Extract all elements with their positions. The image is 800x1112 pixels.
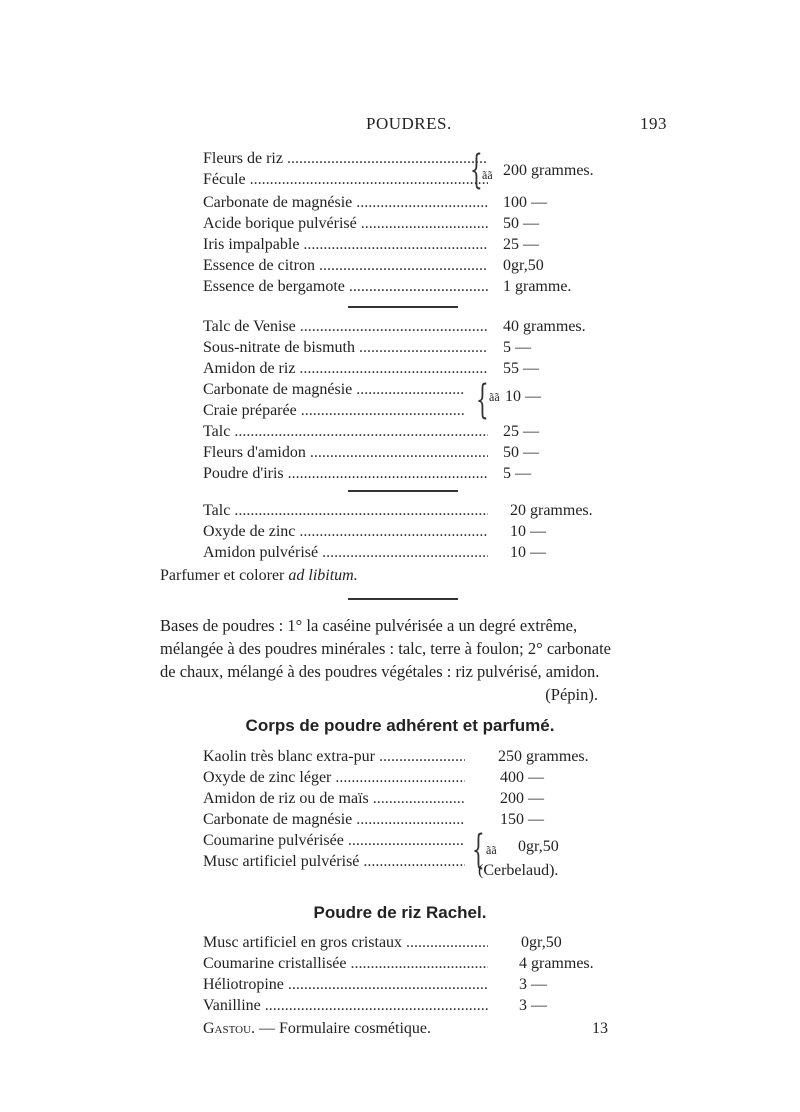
section-divider	[348, 598, 458, 600]
running-head: POUDRES.	[366, 114, 452, 133]
ingredient-label: Musc artificiel pulvérisé .....	[203, 851, 465, 872]
paragraph-line: de chaux, mélangé à des poudres végétales : riz pulvérisé, amidon.	[160, 662, 600, 681]
ingredient-label: Oxyde de zinc .....	[203, 521, 488, 542]
ingredient-label: Carbonate de magnésie .....	[203, 809, 465, 830]
list-item	[203, 337, 623, 358]
list-item	[203, 192, 623, 213]
ingredient-quantity: 5 —	[503, 465, 531, 482]
ingredient-label: Talc de Venise .....	[203, 316, 488, 337]
ingredient-quantity: 3 —	[519, 997, 547, 1014]
list-item	[203, 788, 623, 809]
paragraph-line: Bases de poudres : 1° la caséine pulvérisée a un degré extrême,	[160, 616, 578, 635]
list-item	[203, 521, 623, 542]
ingredient-label: Carbonate de magnésie .....	[203, 192, 488, 213]
ingredient-quantity: 20 grammes.	[510, 502, 593, 519]
source-citation: (Cerbelaud).	[478, 862, 559, 879]
ingredient-quantity: 5 —	[503, 339, 531, 356]
list-item	[203, 463, 623, 484]
ingredient-quantity: 25 —	[503, 236, 539, 253]
ingredient-label: Oxyde de zinc léger .....	[203, 767, 465, 788]
ingredient-quantity: 10 —	[510, 544, 546, 561]
brace-icon: {	[470, 147, 483, 193]
paragraph-line: mélangée à des poudres minérales : talc, terre à foulon; 2° carbonate	[160, 639, 611, 658]
list-item	[203, 276, 623, 297]
list-item	[203, 974, 623, 995]
brace-abbr: ãã	[486, 843, 497, 857]
section-divider	[348, 306, 458, 308]
printer-signature: 13	[592, 1020, 608, 1037]
ingredient-label: Acide borique pulvérisé .....	[203, 213, 488, 234]
brace-icon: {	[472, 827, 485, 873]
footer-book-title: Formulaire cosmétique.	[279, 1020, 431, 1037]
list-item	[203, 234, 623, 255]
ingredient-quantity: 50 —	[503, 444, 539, 461]
note-latin: ad libitum.	[288, 567, 358, 584]
brace-quantity: 200 grammes.	[503, 162, 594, 179]
list-item	[203, 358, 623, 379]
ingredient-quantity: 250 grammes.	[498, 748, 589, 765]
list-item	[203, 400, 623, 421]
list-item	[203, 953, 623, 974]
ingredient-quantity: 150 —	[500, 811, 544, 828]
ingredient-label: Héliotropine .....	[203, 974, 488, 995]
ingredient-quantity: 1 gramme.	[503, 278, 572, 295]
ingredient-label: Sous-nitrate de bismuth .....	[203, 337, 488, 358]
list-item	[203, 932, 623, 953]
page-number: 193	[640, 114, 667, 133]
ingredient-label: Poudre d'iris .....	[203, 463, 488, 484]
brace-icon: {	[476, 377, 489, 423]
ingredient-quantity: 100 —	[503, 194, 547, 211]
ingredient-label: Talc .....	[203, 500, 488, 521]
recipe-note	[160, 567, 358, 585]
ingredient-label: Essence de bergamote .....	[203, 276, 488, 297]
ingredient-quantity: 50 —	[503, 215, 539, 232]
ingredient-quantity: 400 —	[500, 769, 544, 786]
footer-author: Gastou.	[203, 1020, 256, 1037]
section-divider	[348, 490, 458, 492]
ingredient-quantity: 3 —	[519, 976, 547, 993]
ingredient-label: Fleurs de riz .....	[203, 148, 488, 169]
list-item	[203, 421, 623, 442]
list-item	[203, 542, 623, 563]
footer-dash: —	[259, 1020, 276, 1037]
brace-abbr: ãã	[489, 390, 500, 404]
ingredient-label: Fleurs d'amidon .....	[203, 442, 488, 463]
ingredient-quantity: 0gr,50	[521, 934, 562, 951]
ingredient-quantity: 25 —	[503, 423, 539, 440]
list-item	[203, 500, 623, 521]
ingredient-label: Fécule .....	[203, 169, 488, 190]
list-item	[203, 316, 623, 337]
ingredient-label: Coumarine cristallisée .....	[203, 953, 488, 974]
brace-quantity: 0gr,50	[518, 838, 559, 855]
list-item	[203, 379, 623, 400]
brace-abbr: ãã	[482, 168, 493, 182]
ingredient-quantity: 55 —	[503, 360, 539, 377]
ingredient-label: Iris impalpable .....	[203, 234, 488, 255]
ingredient-label: Musc artificiel en gros cristaux .....	[203, 932, 488, 953]
list-item	[203, 767, 623, 788]
ingredient-label: Coumarine pulvérisée .....	[203, 830, 465, 851]
list-item	[203, 213, 623, 234]
ingredient-label: Vanilline .....	[203, 995, 488, 1016]
section-heading: Corps de poudre adhérent et parfumé.	[245, 716, 555, 735]
list-item	[203, 442, 623, 463]
source-citation: (Pépin).	[545, 685, 598, 704]
list-item	[203, 809, 623, 830]
ingredient-label: Amidon de riz .....	[203, 358, 488, 379]
ingredient-label: Carbonate de magnésie .....	[203, 379, 465, 400]
note-text: Parfumer et colorer	[160, 567, 285, 584]
section-heading: Poudre de riz Rachel.	[313, 903, 487, 922]
ingredient-quantity: 10 —	[510, 523, 546, 540]
footer-signature-line	[203, 1020, 431, 1038]
ingredient-label: Amidon de riz ou de maïs .....	[203, 788, 465, 809]
ingredient-label: Craie préparée .....	[203, 400, 465, 421]
ingredient-label: Kaolin très blanc extra-pur .....	[203, 746, 465, 767]
ingredient-label: Amidon pulvérisé .....	[203, 542, 488, 563]
list-item	[203, 995, 623, 1016]
ingredient-label: Essence de citron .....	[203, 255, 488, 276]
ingredient-quantity: 4 grammes.	[519, 955, 594, 972]
ingredient-quantity: 200 —	[500, 790, 544, 807]
list-item	[203, 255, 623, 276]
ingredient-quantity: 0gr,50	[503, 257, 544, 274]
bases-paragraph	[160, 614, 670, 706]
brace-quantity: 10 —	[505, 388, 541, 405]
ingredient-quantity: 40 grammes.	[503, 318, 586, 335]
list-item	[203, 851, 623, 872]
ingredient-label: Talc .....	[203, 421, 488, 442]
list-item	[203, 830, 623, 851]
list-item	[203, 746, 623, 767]
